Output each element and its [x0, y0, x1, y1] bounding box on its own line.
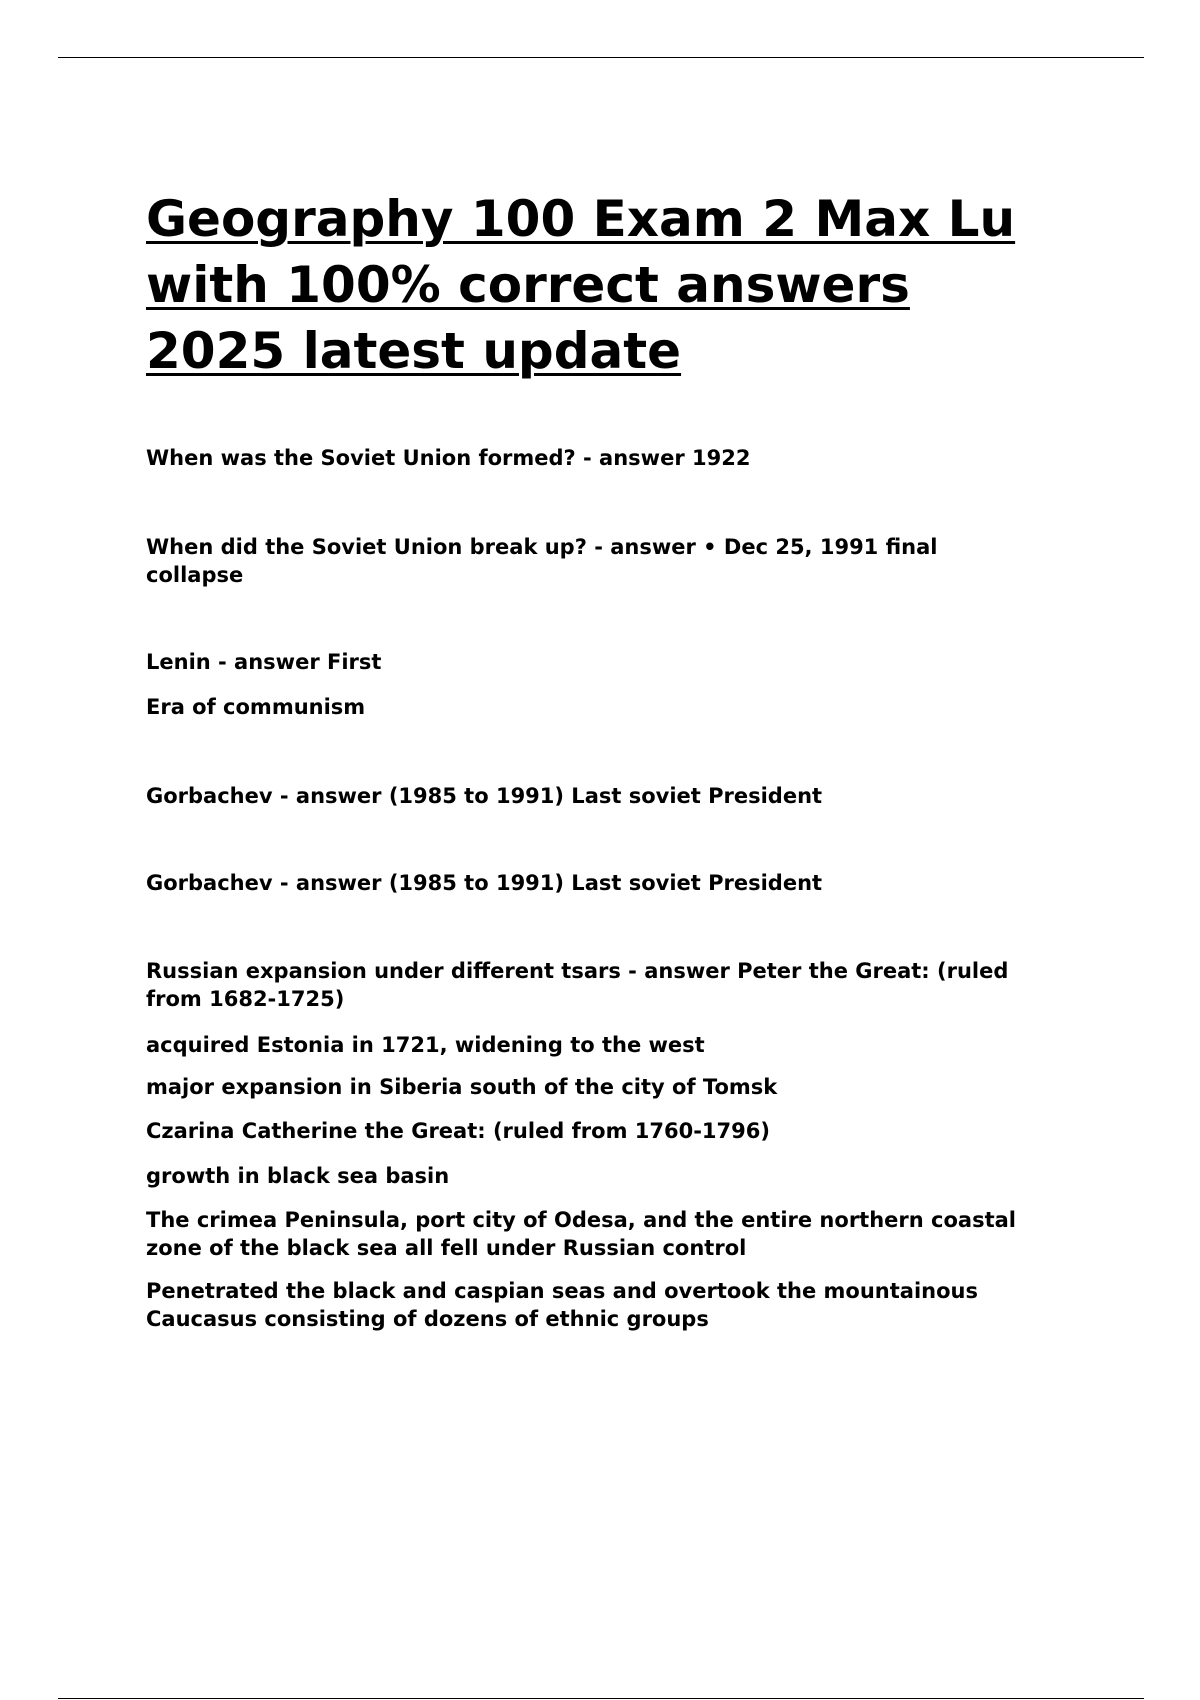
- expansion-detail-siberia: major expansion in Siberia south of the city of Tomsk: [146, 1075, 778, 1099]
- qa-lenin-continuation: Era of communism: [146, 695, 366, 719]
- qa-lenin: Lenin - answer First: [146, 650, 382, 674]
- qa-soviet-union-break-up: When did the Soviet Union break up? - answer • Dec 25, 1991 final collapse: [146, 535, 938, 587]
- expansion-detail-catherine: Czarina Catherine the Great: (ruled from 1760-1796): [146, 1119, 770, 1143]
- expansion-detail-caucasus: Penetrated the black and caspian seas and overtook the mountainous Caucasus consisting of dozens of ethnic groups: [146, 1279, 978, 1331]
- qa-russian-expansion: Russian expansion under different tsars - answer Peter the Great: (ruled from 1682-1725): [146, 959, 1009, 1011]
- qa-soviet-union-formed: When was the Soviet Union formed? - answer 1922: [146, 446, 751, 470]
- footer-rule: [58, 1698, 1144, 1699]
- document-title: Geography 100 Exam 2 Max Lu with 100% correct answers 2025 latest update: [146, 190, 1016, 380]
- qa-gorbachev: Gorbachev - answer (1985 to 1991) Last soviet President: [146, 784, 823, 808]
- expansion-detail-black-sea-basin: growth in black sea basin: [146, 1164, 450, 1188]
- expansion-detail-estonia: acquired Estonia in 1721, widening to the west: [146, 1033, 705, 1057]
- expansion-detail-crimea: The crimea Peninsula, port city of Odesa, and the entire northern coastal zone of the black sea all fell under Russian control: [146, 1208, 1016, 1260]
- header-rule: [58, 57, 1144, 58]
- qa-gorbachev-repeat: Gorbachev - answer (1985 to 1991) Last soviet President: [146, 871, 823, 895]
